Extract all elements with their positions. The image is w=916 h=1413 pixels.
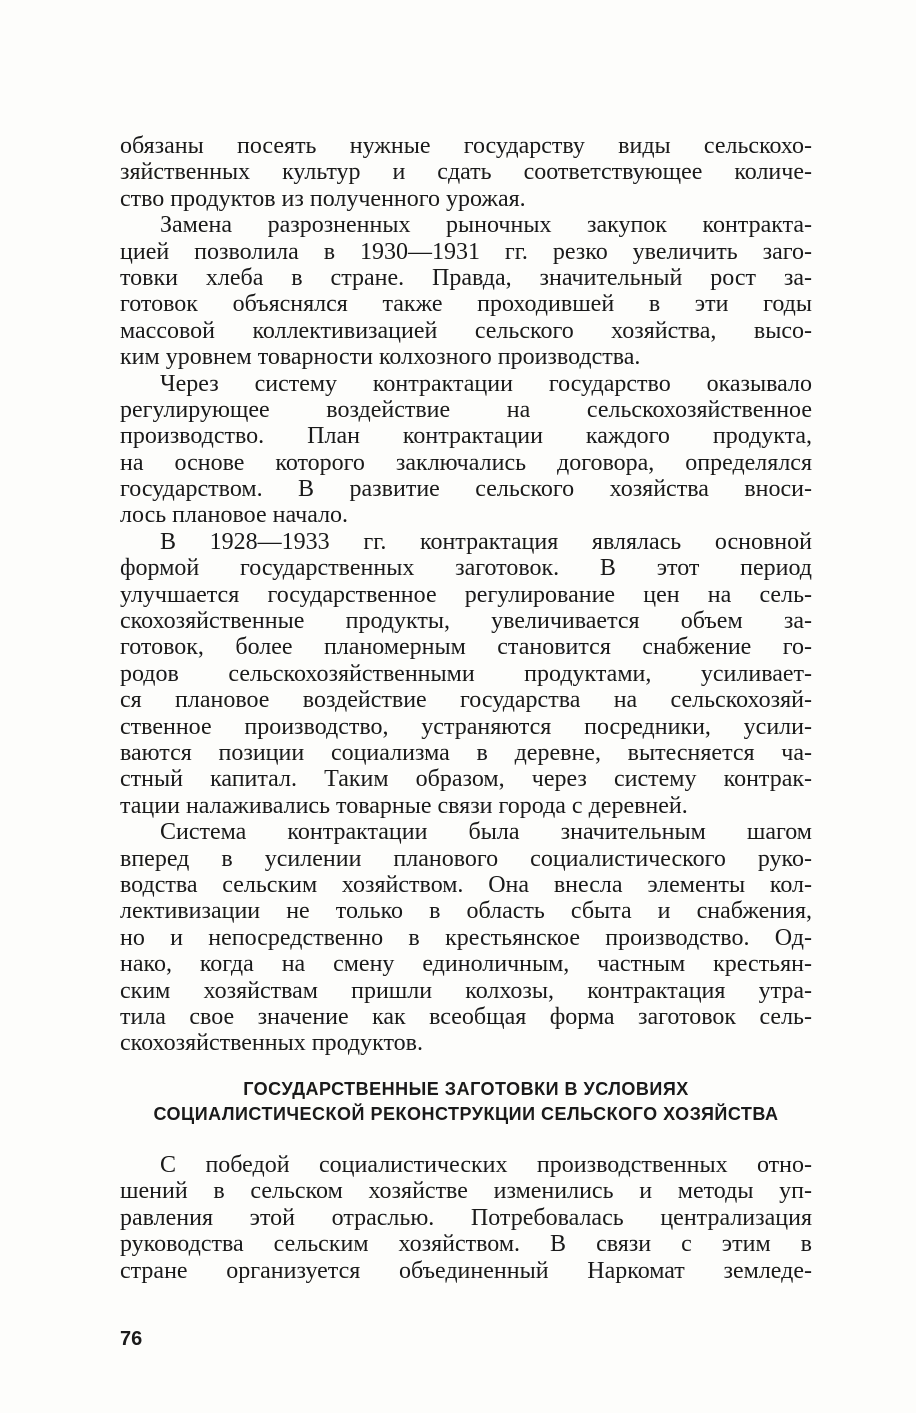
text-line: лось плановое начало.	[120, 502, 349, 529]
text-line: В 1928—1933 гг. контрактация являлась основной	[160, 528, 812, 555]
section-heading-line: СОЦИАЛИСТИЧЕСКОЙ РЕКОНСТРУКЦИИ СЕЛЬСКОГО ХОЗЯЙСТВА	[153, 1104, 779, 1124]
text-line: готовок объяснялся также проходившей в эти годы	[120, 291, 812, 318]
text-line: скохозяйственных продуктов.	[120, 1030, 423, 1057]
text-line: формой государственных заготовок. В этот период	[120, 555, 812, 582]
section-heading	[120, 1077, 812, 1127]
text-line: родов сельскохозяйственными продуктами, усиливает-	[120, 660, 812, 687]
text-line: ваются позиции социализма в деревне, вытесняется ча-	[120, 739, 812, 766]
paragraph	[120, 1152, 812, 1284]
text-line: но и непосредственно в крестьянское производство. Од-	[120, 924, 812, 951]
text-line: массовой коллективизацией сельского хозяйства, высо-	[120, 317, 812, 344]
text-line: водства сельским хозяйством. Она внесла элементы кол-	[120, 871, 812, 898]
paragraph	[120, 819, 812, 1057]
text-line: Через систему контрактации государство оказывало	[160, 370, 812, 397]
text-line: государством. В развитие сельского хозяйства внoси-	[120, 476, 812, 503]
text-line: стране организуется объединенный Наркомат земледе-	[120, 1257, 812, 1284]
text-line: С победой социалистических производственных отно-	[160, 1152, 812, 1178]
text-line: производство. План контрактации каждого продукта,	[120, 423, 812, 450]
text-line: ство продуктов из полученного урожая.	[120, 185, 526, 212]
text-line: ственное производство, устраняются посредники, усили-	[120, 713, 812, 740]
text-line: на основе которого заключались договора, определялся	[120, 449, 812, 476]
text-line: лективизации не только в область сбыта и снабжения,	[120, 898, 812, 925]
text-line: ским хозяйствам пришли колхозы, контрактация утра-	[120, 977, 812, 1004]
text-line: регулирующее воздействие на сельскохозяйственное	[120, 396, 812, 423]
page-number: 76	[120, 1328, 143, 1350]
text-line: тила свое значение как всеобщая форма заготовок сель-	[120, 1003, 812, 1030]
text-line: ким уровнем товарности колхозного производства.	[120, 344, 641, 371]
paragraph	[120, 529, 812, 819]
text-line: готовок, более планомерным становится снабжение го-	[120, 634, 812, 661]
body-text-bottom	[120, 1152, 812, 1284]
text-line: улучшается государственное регулирование цен на сель-	[120, 581, 812, 608]
text-line: Система контрактации была значительным шагом	[160, 819, 812, 846]
text-line: скохозяйственные продукты, увеличивается объем за-	[120, 608, 812, 635]
text-line: товки хлеба в стране. Правда, значительный рост за-	[120, 264, 812, 291]
text-line: зяйственных культур и сдать соответствующее количе-	[120, 159, 812, 186]
text-line: цией позволила в 1930—1931 гг. резко увеличить заго-	[120, 238, 812, 265]
text-line: ся плановое воздействие государства на сельскохозяй-	[120, 687, 812, 714]
section-heading-line: ГОСУДАРСТВЕННЫЕ ЗАГОТОВКИ В УСЛОВИЯХ	[243, 1079, 689, 1099]
text-line: нако, когда на смену единоличным, частным крестьян-	[120, 951, 812, 978]
paragraph	[120, 212, 812, 370]
text-line: Замена разрозненных рыночных закупок контракта-	[160, 212, 812, 239]
text-line: вперед в усилении планового социалистического руко-	[120, 845, 812, 872]
text-line: равления этой отраслью. Потребовалась централизация	[120, 1204, 812, 1231]
paragraph	[120, 371, 812, 529]
text-line: шений в сельском хозяйстве изменились и методы уп-	[120, 1178, 812, 1205]
text-line: руководства сельским хозяйством. В связи с этим в	[120, 1231, 812, 1258]
text-line: обязаны посеять нужные государству виды сельскохо-	[120, 133, 812, 159]
paragraph	[120, 133, 812, 212]
body-text-top	[120, 133, 812, 1057]
text-line: стный капитал. Таким образом, через систему контрак-	[120, 766, 812, 793]
text-line: тации налаживались товарные связи города с деревней.	[120, 792, 688, 819]
